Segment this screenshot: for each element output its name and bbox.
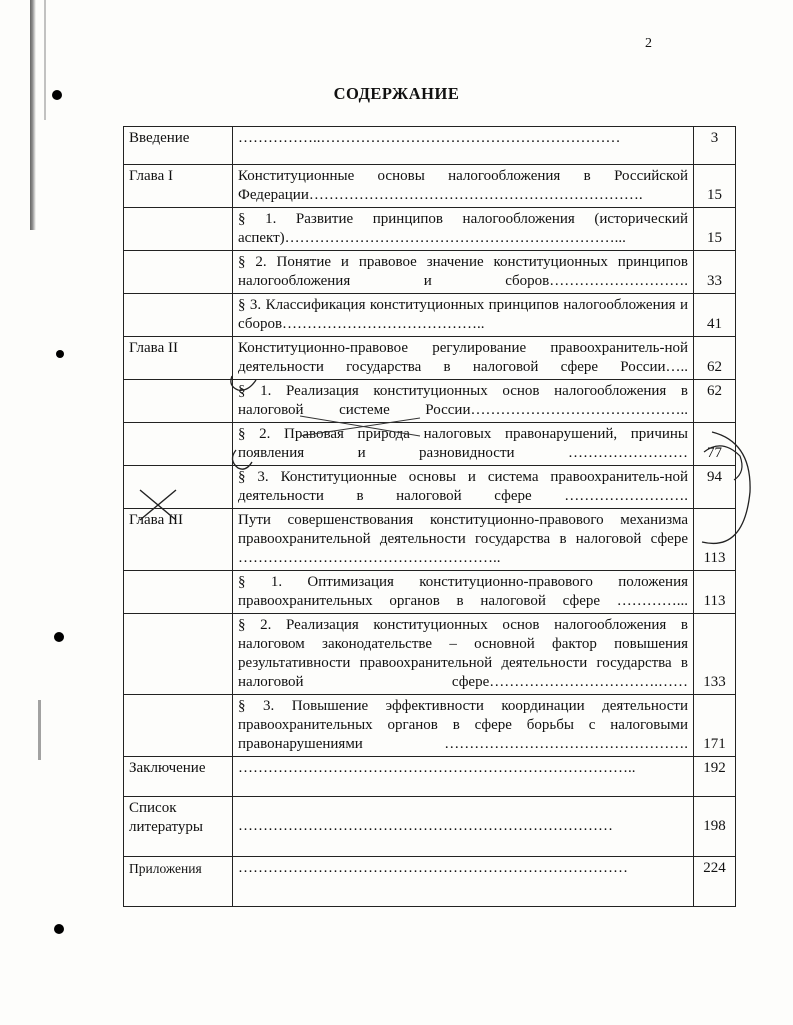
toc-chapter [124,294,233,337]
toc-page: 62 [694,380,736,423]
toc-chapter [124,614,233,695]
toc-row-conclusion [124,757,736,797]
toc-text: § 1. Оптимизация конституционно-правового положения правоохранительных органов в налоговой сфере …………... [233,571,694,614]
toc-page: 33 [694,251,736,294]
toc-page: 171 [694,695,736,757]
toc-page: 94 [694,466,736,509]
toc-chapter: Введение [124,127,233,165]
toc-chapter: Приложения [124,857,233,907]
toc-chapter [124,208,233,251]
toc-chapter: Заключение [124,757,233,797]
toc-row-appendices [124,857,736,907]
toc-chapter [124,380,233,423]
toc-chapter [124,695,233,757]
toc-row-chapter-2 [124,337,736,380]
toc-page: 62 [694,337,736,380]
toc-page: 3 [694,127,736,165]
toc-page: 113 [694,509,736,571]
toc-page: 224 [694,857,736,907]
toc-row-section [124,294,736,337]
toc-chapter: Глава III [124,509,233,571]
toc-page: 198 [694,797,736,857]
toc-page: 41 [694,294,736,337]
toc-text: § 2. Понятие и правовое значение конституционных принципов налогообложения и сборов………………………. [233,251,694,294]
scan-speck [56,350,64,358]
toc-row-section [124,466,736,509]
toc-text: Пути совершенствования конституционно-правового механизма правоохранительной деятельности государства в налоговой сфере …………………………………………….. [233,509,694,571]
scan-mark [38,700,41,760]
toc-chapter: Глава II [124,337,233,380]
toc-chapter: Список литературы [124,797,233,857]
toc-page: 192 [694,757,736,797]
toc-text: § 2. Реализация конституционных основ налогообложения в налоговом законодательстве – основной фактор повышения результативности правоохранительной деятельности государства в налоговой сфере…………………………….…… [233,614,694,695]
toc-text: § 2. Правовая природа налоговых правонарушений, причины появления и разновидности …………………… [233,423,694,466]
toc-chapter [124,466,233,509]
toc-page: 113 [694,571,736,614]
toc-row-chapter-1 [124,165,736,208]
toc-row-section [124,208,736,251]
toc-chapter [124,251,233,294]
toc-row-section [124,695,736,757]
toc-row-introduction [124,127,736,165]
toc-row-chapter-3 [124,509,736,571]
toc-text: § 3. Классификация конституционных принципов налогообложения и сборов………………………………….. [233,294,694,337]
toc-row-section [124,251,736,294]
toc-page: 15 [694,165,736,208]
toc-row-section [124,380,736,423]
toc-text: ……………..…………………………………………………… [233,127,694,165]
toc-text: …………………………………………………………………… [233,857,694,907]
toc-text: § 3. Повышение эффективности координации деятельности правоохранительных органов в сфере борьбы с налоговыми правонарушениями …………………………………………. [233,695,694,757]
toc-page: 77 [694,423,736,466]
page-title: СОДЕРЖАНИЕ [333,84,460,103]
toc-row-section [124,571,736,614]
toc-text: § 1. Развитие принципов налогообложения (исторический аспект)…………………………………………………………... [233,208,694,251]
toc-text: Конституционно-правовое регулирование правоохранитель-ной деятельности государства в налоговой сфере России….. [233,337,694,380]
toc-chapter [124,571,233,614]
toc-row-section [124,614,736,695]
toc-text: § 3. Конституционные основы и система правоохранитель-ной деятельности в налоговой сфере ……………………. [233,466,694,509]
toc-text: § 1. Реализация конституционных основ налогообложения в налоговой системе России…………………………………….. [233,380,694,423]
scan-speck [54,924,64,934]
toc-text: ………………………………………………………………… [233,797,694,857]
toc-chapter [124,423,233,466]
toc-page: 15 [694,208,736,251]
toc-text: Конституционные основы налогообложения в Российской Федерации…………………………………………………………. [233,165,694,208]
toc-row-bibliography [124,797,736,857]
page-number: 2 [645,36,652,51]
toc-chapter: Глава I [124,165,233,208]
toc-page: 133 [694,614,736,695]
scan-speck [54,632,64,642]
table-of-contents [123,126,736,907]
scan-edge [30,0,36,230]
toc-row-section [124,423,736,466]
toc-text: …………………………………………………………………….. [233,757,694,797]
